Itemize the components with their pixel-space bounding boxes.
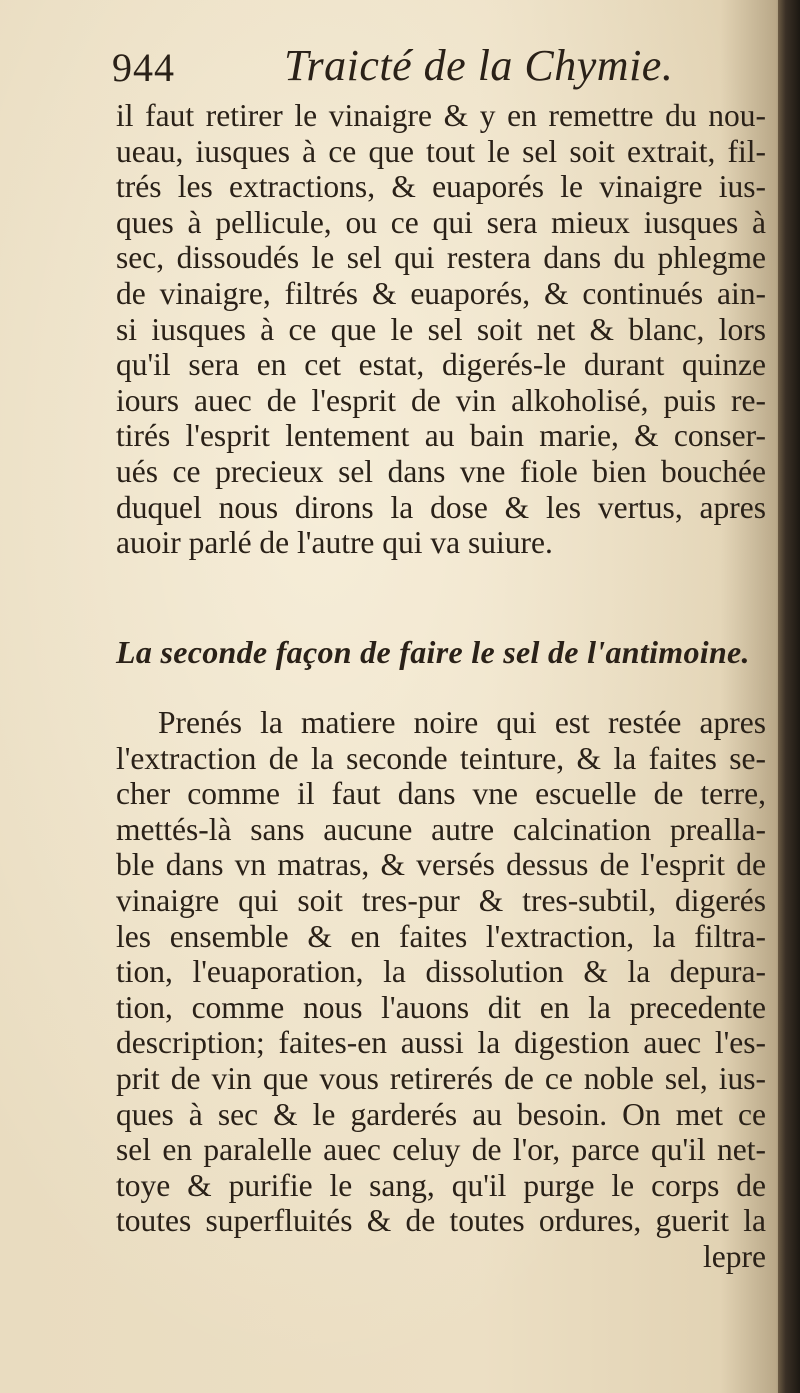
text-line: duquel nous dirons la dose & les vertus, apres (116, 489, 766, 525)
paragraph-2 (116, 705, 766, 1275)
text-line: tion, l'euaporation, la dissolution & la depura- (116, 954, 766, 990)
text-line: si iusques à ce que le sel soit net & blanc, lors (116, 311, 766, 347)
text-line: ués ce precieux sel dans vne fiole bien bouchée (116, 453, 766, 489)
section-heading: La seconde façon de faire le sel de l'antimoine. (116, 634, 750, 670)
text-line: tirés l'esprit lentement au bain marie, & conser- (116, 418, 766, 454)
book-spine-edge (778, 0, 800, 1393)
text-line: l'extraction de la seconde teinture, & la faites se- (116, 740, 766, 776)
text-line: qu'il sera en cet estat, digerés-le durant quinze (116, 347, 766, 383)
text-line: toutes superfluités & de toutes ordures, guerit la (116, 1203, 766, 1239)
text-line: cher comme il faut dans vne escuelle de terre, (116, 776, 766, 812)
catchword: lepre (703, 1238, 766, 1274)
text-line: vinaigre qui soit tres-pur & tres-subtil, digerés (116, 882, 766, 918)
text-line: description; faites-en aussi la digestion auec l'es- (116, 1025, 766, 1061)
text-line: ueau, iusques à ce que tout le sel soit extrait, fil- (116, 133, 766, 169)
text-line: Prenés la matiere noire qui est restée apres (158, 705, 766, 740)
text-line: prit de vin que vous retirerés de ce noble sel, ius- (116, 1060, 766, 1096)
text-line: auoir parlé de l'autre qui va suiure. (116, 525, 553, 561)
text-line: trés les extractions, & euaporés le vinaigre ius- (116, 169, 766, 205)
text-line: de vinaigre, filtrés & euaporés, & continués ain- (116, 275, 766, 311)
page-number: 944 (112, 45, 175, 90)
running-title: Traicté de la Chymie. (284, 41, 674, 90)
paragraph-1 (116, 98, 766, 561)
text-line: sel en paralelle auec celuy de l'or, parce qu'il net- (116, 1132, 766, 1168)
text-line: ques à sec & le garderés au besoin. On met ce (116, 1096, 766, 1132)
text-line: iours auec de l'esprit de vin alkoholisé, puis re- (116, 382, 766, 418)
text-line: ques à pellicule, ou ce qui sera mieux iusques à (116, 204, 766, 240)
text-line: tion, comme nous l'auons dit en la precedente (116, 989, 766, 1025)
text-line: les ensemble & en faites l'extraction, la filtra- (116, 918, 766, 954)
text-line: toye & purifie le sang, qu'il purge le corps de (116, 1167, 766, 1203)
text-line: ble dans vn matras, & versés dessus de l'esprit de (116, 847, 766, 883)
page-header (112, 40, 712, 96)
text-line: il faut retirer le vinaigre & y en remettre du nou- (116, 98, 766, 133)
text-line: sec, dissoudés le sel qui restera dans du phlegme (116, 240, 766, 276)
text-line: mettés-là sans aucune autre calcination prealla- (116, 811, 766, 847)
